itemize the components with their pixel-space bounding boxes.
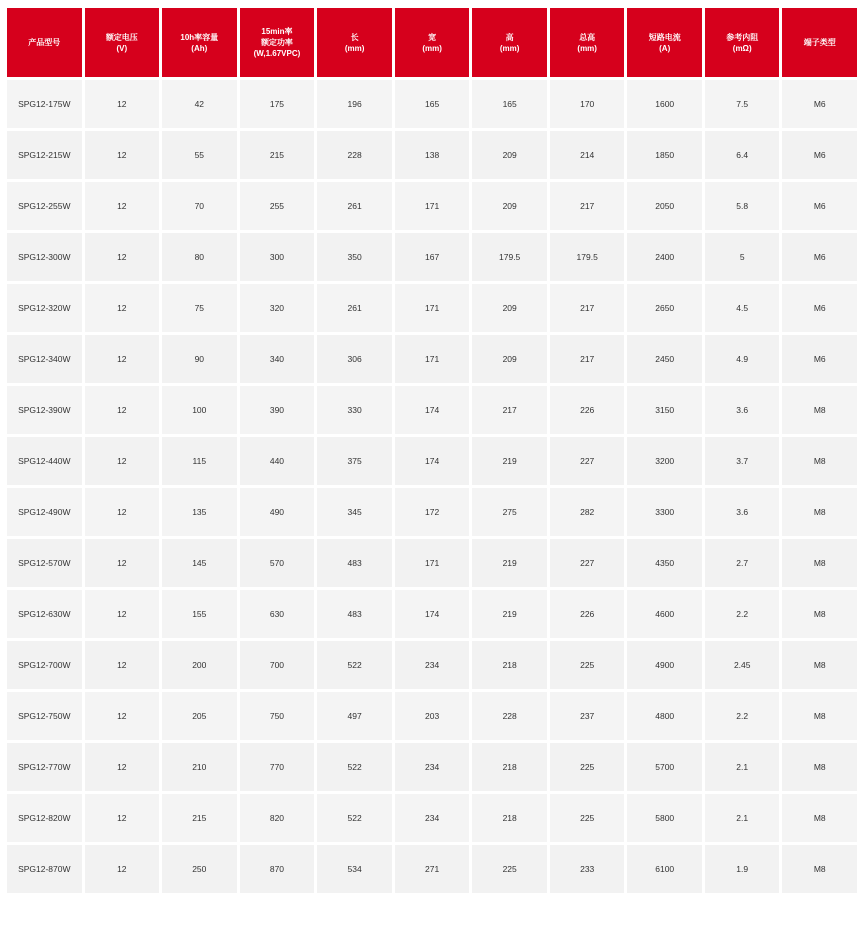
cell-width: 171 [395,335,470,383]
cell-power-15min: 820 [240,794,315,842]
cell-height: 218 [472,794,547,842]
cell-terminal-type: M8 [782,641,857,689]
cell-capacity-10h: 80 [162,233,237,281]
cell-terminal-type: M6 [782,233,857,281]
spec-table [4,5,860,896]
cell-total-height: 217 [550,335,625,383]
cell-voltage: 12 [85,845,159,893]
cell-length: 261 [317,284,392,332]
cell-capacity-10h: 70 [162,182,237,230]
cell-terminal-type: M8 [782,794,857,842]
cell-model: SPG12-255W [7,182,82,230]
cell-voltage: 12 [85,692,159,740]
cell-power-15min: 440 [240,437,315,485]
table-row [7,692,857,740]
cell-internal-resistance: 2.7 [705,539,780,587]
cell-short-circuit-current: 1850 [627,131,702,179]
cell-length: 522 [317,794,392,842]
header-total-height-l2: (mm) [577,43,597,53]
cell-length: 522 [317,743,392,791]
cell-capacity-10h: 42 [162,80,237,128]
table-row [7,794,857,842]
cell-internal-resistance: 2.2 [705,590,780,638]
header-width-l2: (mm) [422,43,442,53]
cell-width: 174 [395,386,470,434]
cell-internal-resistance: 5 [705,233,780,281]
cell-total-height: 217 [550,182,625,230]
cell-power-15min: 490 [240,488,315,536]
header-model [7,8,82,77]
cell-model: SPG12-870W [7,845,82,893]
cell-width: 172 [395,488,470,536]
table-header [7,8,857,77]
cell-power-15min: 390 [240,386,315,434]
cell-terminal-type: M6 [782,335,857,383]
cell-short-circuit-current: 4900 [627,641,702,689]
cell-internal-resistance: 2.1 [705,743,780,791]
cell-model: SPG12-770W [7,743,82,791]
cell-height: 219 [472,437,547,485]
table-row [7,539,857,587]
cell-total-height: 225 [550,743,625,791]
cell-voltage: 12 [85,284,159,332]
cell-length: 350 [317,233,392,281]
cell-internal-resistance: 4.5 [705,284,780,332]
header-length-l1: 长 [350,32,359,42]
cell-height: 209 [472,284,547,332]
cell-short-circuit-current: 4350 [627,539,702,587]
cell-internal-resistance: 3.6 [705,386,780,434]
header-voltage-l2: (V) [116,43,128,53]
cell-power-15min: 215 [240,131,315,179]
cell-short-circuit-current: 3300 [627,488,702,536]
cell-model: SPG12-630W [7,590,82,638]
cell-capacity-10h: 100 [162,386,237,434]
header-terminal-type [782,8,857,77]
cell-length: 228 [317,131,392,179]
cell-capacity-10h: 75 [162,284,237,332]
cell-width: 167 [395,233,470,281]
header-short-circuit-current [627,8,702,77]
table-row [7,386,857,434]
header-width-l1: 宽 [428,32,437,42]
cell-power-15min: 870 [240,845,315,893]
cell-width: 165 [395,80,470,128]
header-total-height [550,8,625,77]
cell-total-height: 233 [550,845,625,893]
header-voltage [85,8,159,77]
cell-total-height: 226 [550,590,625,638]
cell-short-circuit-current: 6100 [627,845,702,893]
cell-model: SPG12-440W [7,437,82,485]
header-capacity-10h [162,8,237,77]
cell-width: 171 [395,539,470,587]
cell-short-circuit-current: 4800 [627,692,702,740]
cell-height: 225 [472,845,547,893]
cell-width: 234 [395,743,470,791]
cell-power-15min: 570 [240,539,315,587]
cell-total-height: 237 [550,692,625,740]
table-body [7,80,857,893]
cell-length: 261 [317,182,392,230]
cell-capacity-10h: 215 [162,794,237,842]
cell-capacity-10h: 135 [162,488,237,536]
cell-length: 330 [317,386,392,434]
cell-terminal-type: M8 [782,437,857,485]
table-row [7,488,857,536]
cell-model: SPG12-390W [7,386,82,434]
cell-total-height: 227 [550,539,625,587]
header-voltage-l1: 额定电压 [105,32,138,42]
cell-height: 209 [472,335,547,383]
header-internal-resistance [705,8,780,77]
cell-terminal-type: M6 [782,131,857,179]
table-row [7,131,857,179]
cell-voltage: 12 [85,794,159,842]
header-short-circuit-current-l2: (A) [659,43,671,53]
cell-short-circuit-current: 2650 [627,284,702,332]
cell-height: 217 [472,386,547,434]
header-short-circuit-current-l1: 短路电流 [648,32,681,42]
header-capacity-10h-l1: 10h率容量 [180,32,219,42]
cell-power-15min: 320 [240,284,315,332]
cell-model: SPG12-300W [7,233,82,281]
cell-capacity-10h: 250 [162,845,237,893]
cell-model: SPG12-490W [7,488,82,536]
cell-terminal-type: M8 [782,488,857,536]
cell-length: 483 [317,590,392,638]
table-row [7,80,857,128]
cell-width: 203 [395,692,470,740]
cell-length: 375 [317,437,392,485]
cell-height: 218 [472,743,547,791]
cell-voltage: 12 [85,131,159,179]
cell-height: 219 [472,590,547,638]
cell-model: SPG12-700W [7,641,82,689]
cell-internal-resistance: 3.6 [705,488,780,536]
cell-model: SPG12-570W [7,539,82,587]
cell-voltage: 12 [85,80,159,128]
header-height-l2: (mm) [499,43,520,53]
cell-terminal-type: M6 [782,80,857,128]
cell-power-15min: 255 [240,182,315,230]
cell-short-circuit-current: 1600 [627,80,702,128]
cell-voltage: 12 [85,641,159,689]
table-row [7,590,857,638]
cell-short-circuit-current: 3150 [627,386,702,434]
cell-internal-resistance: 6.4 [705,131,780,179]
cell-voltage: 12 [85,386,159,434]
cell-height: 219 [472,539,547,587]
cell-total-height: 214 [550,131,625,179]
cell-short-circuit-current: 2400 [627,233,702,281]
cell-voltage: 12 [85,590,159,638]
cell-power-15min: 700 [240,641,315,689]
cell-power-15min: 770 [240,743,315,791]
cell-width: 271 [395,845,470,893]
header-length [317,8,392,77]
cell-voltage: 12 [85,182,159,230]
cell-short-circuit-current: 4600 [627,590,702,638]
cell-terminal-type: M8 [782,386,857,434]
table-row [7,845,857,893]
table-row [7,335,857,383]
header-power-15min-l3: (W,1.67VPC) [253,49,301,58]
table-row [7,233,857,281]
cell-voltage: 12 [85,335,159,383]
cell-voltage: 12 [85,488,159,536]
header-power-15min-l2: 额定功率 [260,38,293,47]
cell-power-15min: 750 [240,692,315,740]
cell-height: 209 [472,131,547,179]
cell-capacity-10h: 210 [162,743,237,791]
cell-short-circuit-current: 3200 [627,437,702,485]
cell-length: 345 [317,488,392,536]
cell-internal-resistance: 2.2 [705,692,780,740]
cell-capacity-10h: 155 [162,590,237,638]
cell-height: 275 [472,488,547,536]
cell-voltage: 12 [85,437,159,485]
cell-voltage: 12 [85,233,159,281]
cell-height: 179.5 [472,233,547,281]
cell-total-height: 227 [550,437,625,485]
table-row [7,641,857,689]
cell-total-height: 225 [550,641,625,689]
cell-length: 522 [317,641,392,689]
cell-capacity-10h: 205 [162,692,237,740]
cell-capacity-10h: 145 [162,539,237,587]
cell-width: 171 [395,182,470,230]
cell-capacity-10h: 55 [162,131,237,179]
cell-internal-resistance: 5.8 [705,182,780,230]
cell-terminal-type: M6 [782,284,857,332]
table-row [7,743,857,791]
cell-total-height: 170 [550,80,625,128]
cell-total-height: 226 [550,386,625,434]
cell-short-circuit-current: 5800 [627,794,702,842]
cell-power-15min: 630 [240,590,315,638]
cell-height: 165 [472,80,547,128]
cell-model: SPG12-215W [7,131,82,179]
header-height [472,8,547,77]
cell-power-15min: 300 [240,233,315,281]
cell-short-circuit-current: 5700 [627,743,702,791]
header-length-l2: (mm) [344,43,365,53]
cell-width: 174 [395,437,470,485]
header-capacity-10h-l2: (Ah) [191,43,208,53]
cell-height: 218 [472,641,547,689]
cell-terminal-type: M8 [782,590,857,638]
cell-internal-resistance: 7.5 [705,80,780,128]
cell-model: SPG12-750W [7,692,82,740]
cell-internal-resistance: 2.1 [705,794,780,842]
header-power-15min-l1: 15min率 [261,27,293,36]
cell-terminal-type: M8 [782,539,857,587]
cell-capacity-10h: 90 [162,335,237,383]
cell-power-15min: 175 [240,80,315,128]
cell-height: 228 [472,692,547,740]
cell-internal-resistance: 4.9 [705,335,780,383]
cell-length: 483 [317,539,392,587]
header-model-l1: 产品型号 [28,38,61,47]
cell-terminal-type: M8 [782,692,857,740]
cell-total-height: 217 [550,284,625,332]
cell-width: 174 [395,590,470,638]
cell-terminal-type: M8 [782,845,857,893]
cell-width: 138 [395,131,470,179]
cell-short-circuit-current: 2050 [627,182,702,230]
cell-width: 234 [395,641,470,689]
cell-capacity-10h: 200 [162,641,237,689]
header-height-l1: 高 [505,32,514,42]
cell-model: SPG12-820W [7,794,82,842]
cell-voltage: 12 [85,743,159,791]
header-total-height-l1: 总高 [579,32,596,42]
cell-width: 171 [395,284,470,332]
cell-length: 196 [317,80,392,128]
header-power-15min [240,8,315,77]
cell-internal-resistance: 3.7 [705,437,780,485]
cell-model: SPG12-175W [7,80,82,128]
cell-terminal-type: M8 [782,743,857,791]
cell-height: 209 [472,182,547,230]
header-width [395,8,470,77]
header-internal-resistance-l1: 参考内阻 [726,32,759,42]
table-row [7,182,857,230]
cell-width: 234 [395,794,470,842]
cell-voltage: 12 [85,539,159,587]
cell-internal-resistance: 2.45 [705,641,780,689]
header-row [7,8,857,77]
table-row [7,284,857,332]
cell-model: SPG12-320W [7,284,82,332]
cell-total-height: 282 [550,488,625,536]
cell-power-15min: 340 [240,335,315,383]
cell-model: SPG12-340W [7,335,82,383]
cell-short-circuit-current: 2450 [627,335,702,383]
cell-length: 306 [317,335,392,383]
cell-length: 497 [317,692,392,740]
cell-total-height: 179.5 [550,233,625,281]
cell-internal-resistance: 1.9 [705,845,780,893]
cell-capacity-10h: 115 [162,437,237,485]
header-terminal-type-l1: 端子类型 [803,38,836,47]
cell-terminal-type: M6 [782,182,857,230]
table-row [7,437,857,485]
header-internal-resistance-l2: (mΩ) [732,43,752,53]
cell-length: 534 [317,845,392,893]
cell-total-height: 225 [550,794,625,842]
